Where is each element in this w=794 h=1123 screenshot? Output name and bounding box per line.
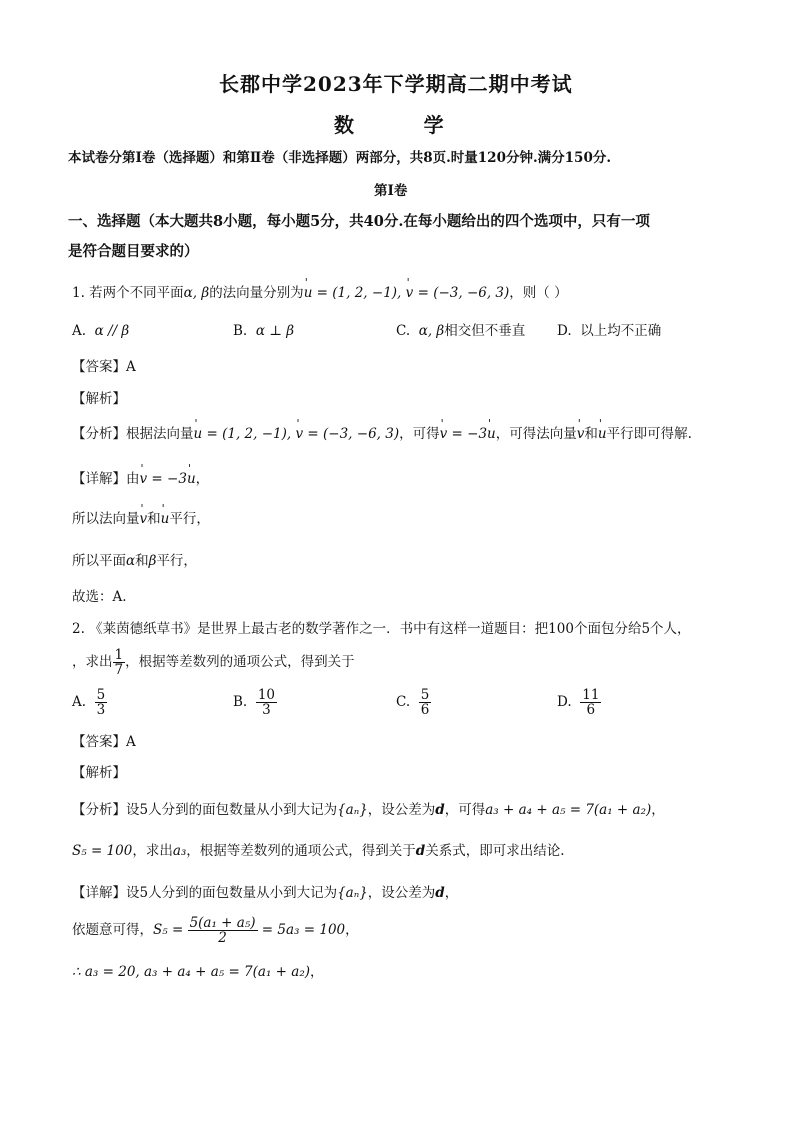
beta: β: [148, 553, 157, 569]
text: 关系式，即可求出结论.: [425, 843, 565, 859]
denominator: 6: [420, 702, 430, 719]
text: ，可得法向量: [495, 426, 577, 442]
q1-stem-vec-u: ' u: [304, 285, 313, 301]
text: 根据法向量: [126, 426, 194, 442]
vec-v: ' v: [440, 426, 448, 442]
text: ，根据等差数列的通项公式，得到关于: [125, 654, 355, 671]
option-value: 相交但不垂直: [444, 323, 526, 339]
text: ，可得: [399, 426, 440, 442]
text: 所以平面: [72, 553, 126, 569]
text: 和: [135, 553, 149, 569]
option-value: α // β: [94, 323, 130, 339]
q1-option-c: [396, 323, 525, 339]
vec-u: ' u: [161, 511, 170, 527]
q1-stem-planes: α, β: [183, 285, 210, 301]
option-fraction: [95, 688, 108, 717]
common-difference: d: [435, 885, 445, 901]
term-a3: a₃: [172, 843, 187, 859]
fenxi-label: 【分析】: [72, 426, 126, 442]
vec-v: ' v: [577, 426, 585, 442]
text: 设5人分到的面包数量从小到大记为: [126, 885, 338, 901]
alpha: α: [126, 553, 136, 569]
q1-stem: [72, 285, 568, 301]
detail-label: 【详解】: [72, 885, 126, 901]
fraction-one-seventh: [113, 648, 126, 677]
option-fraction: [580, 688, 601, 717]
q1-stem-v-value: = (−3, −6, 3): [413, 285, 510, 301]
volume-heading: 第Ⅰ卷: [374, 183, 408, 199]
q1-stem-text-c: ，则（ ）: [509, 285, 568, 301]
option-math: α, β: [418, 323, 445, 339]
q1-answer: 【答案】A: [72, 359, 136, 375]
fenxi-label: 【分析】: [72, 802, 126, 818]
option-value: 以上均不正确: [580, 323, 662, 339]
option-label: C.: [396, 323, 411, 339]
q2-option-a: [72, 688, 107, 717]
numerator: 1: [114, 647, 124, 663]
text: 和: [147, 511, 161, 527]
equation: = −3: [447, 426, 488, 442]
text: ，: [651, 802, 665, 818]
text: ，根据等差数列的通项公式，得到关于: [186, 843, 416, 859]
vec-u: ' u: [598, 426, 607, 442]
text: ，: [345, 922, 359, 939]
q2-option-b: [233, 688, 277, 717]
q1-stem-u-value: = (1, 2, −1),: [312, 285, 406, 301]
q2-fenxi: [72, 802, 665, 818]
denominator: 7: [114, 662, 124, 679]
vec-u: ' u: [194, 426, 203, 442]
detail-label: 【详解】: [72, 471, 126, 487]
text: ，: [310, 964, 324, 980]
sum-equation: S₅ = 100: [72, 843, 133, 859]
q1-option-a: [72, 323, 129, 339]
q1-stem-text-a: 1. 若两个不同平面: [72, 285, 184, 301]
text: ，求出: [132, 843, 173, 859]
text: 平行即可得解.: [606, 426, 692, 442]
denominator: 2: [218, 930, 227, 947]
text: ，可得: [444, 802, 486, 818]
u-value: = (1, 2, −1),: [202, 426, 296, 442]
text: 设5人分到的面包数量从小到大记为: [126, 802, 338, 818]
q2-option-c: [396, 688, 431, 717]
text: ，求出: [72, 654, 113, 671]
q1-stem-vec-v: ' v: [406, 285, 414, 301]
vec-v: ' v: [295, 426, 303, 442]
option-label: A.: [72, 694, 87, 711]
subject-title: 数 学: [334, 113, 444, 137]
text: ，设公差为: [367, 802, 436, 818]
vec-u: ' u: [187, 471, 196, 487]
vec-v: ' v: [140, 471, 148, 487]
section-heading-line2: 是符合题目要求的）: [68, 243, 199, 260]
text: 由: [126, 471, 140, 487]
option-label: C.: [396, 694, 411, 711]
q1-fenxi: [72, 426, 692, 442]
text: ，: [444, 885, 459, 901]
common-difference: d: [415, 843, 426, 859]
q1-option-b: [233, 323, 294, 339]
equation: = 5a₃ = 100: [257, 922, 346, 939]
denominator: 3: [96, 702, 106, 719]
q2-option-d: [557, 688, 601, 717]
option-label: D.: [557, 323, 572, 339]
q1-detail: [72, 471, 209, 487]
denominator: 6: [586, 702, 596, 719]
sum-fraction: [188, 916, 258, 945]
text: ，设公差为: [367, 885, 436, 901]
q2-answer: 【答案】A: [72, 734, 136, 750]
option-label: B.: [233, 694, 248, 711]
q1-option-d: [557, 323, 661, 339]
equation: ∴ a₃ = 20, a₃ + a₄ + a₅ = 7(a₁ + a₂): [72, 964, 310, 980]
numerator: 10: [257, 687, 275, 703]
text: 和: [584, 426, 598, 442]
q1-analysis-label: 【解析】: [72, 391, 126, 407]
vec-u: ' u: [487, 426, 496, 442]
numerator: 5: [96, 687, 106, 703]
q2-fenxi-line2: [72, 843, 565, 859]
text: 依题意可得，: [72, 922, 153, 939]
text: 所以法向量: [72, 511, 140, 527]
option-fraction: [419, 688, 432, 717]
q1-stem-text-b: 的法向量分别为: [209, 285, 304, 301]
option-value: α ⊥ β: [255, 323, 295, 339]
numerator: 11: [582, 687, 600, 703]
equation: a₃ + a₄ + a₅ = 7(a₁ + a₂): [485, 802, 652, 818]
text: 平行，: [169, 511, 210, 527]
q2-stem-line1: 2. 《莱茵德纸草书》是世界上最古老的数学著作之一．书中有这样一道题目：把100个面包分给5个人，: [72, 621, 691, 637]
q2-stem-line2: [72, 648, 355, 677]
exam-intro: 本试卷分第Ⅰ卷（选择题）和第Ⅱ卷（非选择题）两部分，共8页.时量120分钟.满分150分.: [68, 150, 612, 166]
option-label: D.: [557, 694, 572, 711]
numerator: 5: [420, 687, 430, 703]
sum-label: S₅ =: [153, 922, 188, 939]
q2-detail-line2: [72, 916, 359, 945]
q1-choose: 故选：A.: [72, 589, 127, 605]
denominator: 3: [262, 702, 271, 719]
section-heading-line1: 一、选择题（本大题共8小题，每小题5分，共40分.在每小题给出的四个选项中，只有一项: [68, 213, 650, 230]
numerator: 5(a₁ + a₅): [189, 915, 256, 931]
v-value: = (−3, −6, 3): [303, 426, 400, 442]
common-difference: d: [435, 802, 445, 818]
option-fraction: [256, 688, 277, 717]
option-label: A.: [72, 323, 87, 339]
vec-v: ' v: [140, 511, 148, 527]
q1-detail-line3: [72, 553, 197, 569]
equation: = −3: [147, 471, 187, 487]
exam-title: 长郡中学2023年下学期高二期中考试: [219, 72, 573, 96]
q2-detail: [72, 885, 458, 901]
text: 平行，: [156, 553, 197, 569]
q2-detail-line3: [72, 964, 324, 980]
sequence: {aₙ}: [337, 802, 368, 818]
q1-detail-line2: [72, 511, 210, 527]
text: ，: [195, 471, 210, 487]
option-label: B.: [233, 323, 248, 339]
q2-analysis-label: 【解析】: [72, 765, 126, 781]
sequence: {aₙ}: [337, 885, 368, 901]
